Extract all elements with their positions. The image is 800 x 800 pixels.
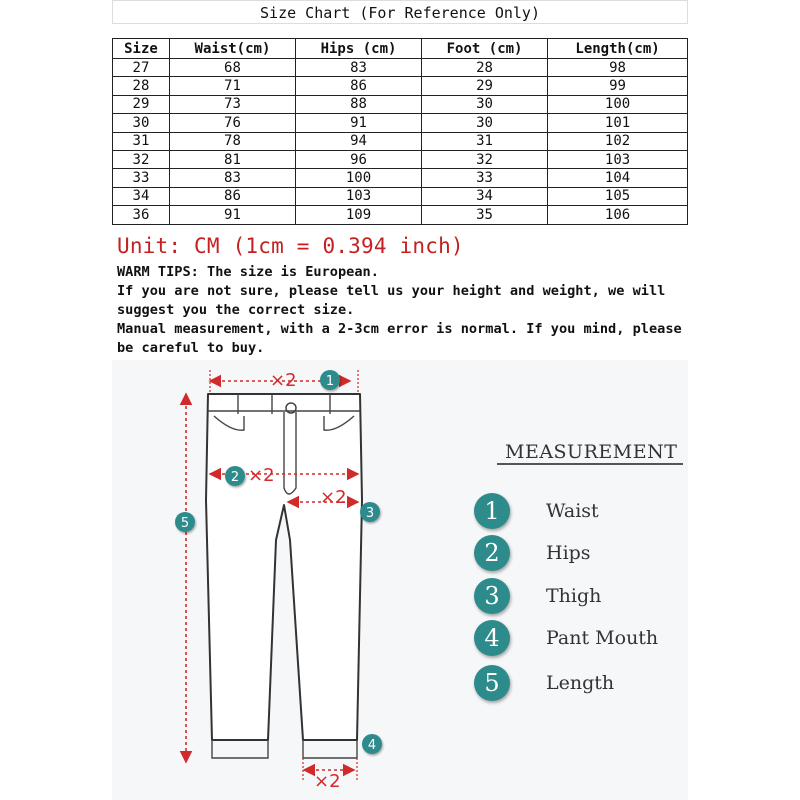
cell-length: 99: [548, 77, 688, 95]
cell-length: 105: [548, 187, 688, 205]
cell-length: 100: [548, 95, 688, 113]
size-chart-title: Size Chart (For Reference Only): [112, 0, 688, 24]
marker-5-label: 5: [180, 516, 190, 531]
cell-hips: 83: [295, 59, 421, 77]
cell-size: 30: [113, 114, 170, 132]
cell-size: 36: [113, 206, 170, 224]
cell-size: 29: [113, 95, 170, 113]
legend-number-4: 4: [474, 620, 510, 656]
cell-foot: 35: [422, 206, 548, 224]
thigh-multiplier: ×2: [320, 487, 347, 508]
cell-foot: 29: [422, 77, 548, 95]
cell-waist: 86: [169, 187, 295, 205]
cell-hips: 88: [295, 95, 421, 113]
header-size: Size: [113, 39, 170, 59]
header-foot: Foot (cm): [422, 39, 548, 59]
cell-size: 28: [113, 77, 170, 95]
header-hips: Hips (cm): [295, 39, 421, 59]
legend-item-thigh: [474, 578, 601, 614]
cell-hips: 109: [295, 206, 421, 224]
legend-number-1: 1: [474, 493, 510, 529]
cell-size: 34: [113, 187, 170, 205]
cell-length: 103: [548, 150, 688, 168]
cell-foot: 30: [422, 95, 548, 113]
cell-waist: 83: [169, 169, 295, 187]
cell-hips: 94: [295, 132, 421, 150]
cell-hips: 100: [295, 169, 421, 187]
cell-waist: 91: [169, 206, 295, 224]
hips-multiplier: ×2: [248, 465, 275, 486]
cell-hips: 103: [295, 187, 421, 205]
cell-size: 33: [113, 169, 170, 187]
tip-line: Manual measurement, with a 2-3cm error is normal. If you mind, please be careful to buy.: [117, 321, 682, 356]
cell-waist: 76: [169, 114, 295, 132]
cell-foot: 31: [422, 132, 548, 150]
cell-waist: 68: [169, 59, 295, 77]
marker-4-label: 4: [367, 738, 377, 753]
cell-length: 104: [548, 169, 688, 187]
cell-waist: 81: [169, 150, 295, 168]
legend-label-thigh: Thigh: [546, 585, 602, 607]
legend-label-hips: Hips: [546, 542, 591, 564]
marker-3-label: 3: [365, 506, 375, 521]
cell-waist: 73: [169, 95, 295, 113]
cell-length: 102: [548, 132, 688, 150]
legend-label-length: Length: [546, 672, 615, 694]
cell-length: 98: [548, 59, 688, 77]
legend-item-waist: [474, 493, 599, 529]
cell-hips: 91: [295, 114, 421, 132]
cell-waist: 71: [169, 77, 295, 95]
legend-label-pant-mouth: Pant Mouth: [546, 627, 659, 649]
waist-multiplier: ×2: [270, 370, 297, 391]
cell-hips: 96: [295, 150, 421, 168]
legend-number-3: 3: [474, 578, 510, 614]
cell-foot: 28: [422, 59, 548, 77]
legend-item-pant-mouth: [474, 620, 658, 656]
legend-item-length: [474, 665, 614, 701]
cell-size: 32: [113, 150, 170, 168]
legend-title-underline: [497, 463, 683, 465]
tip-line: WARM TIPS: The size is European.: [117, 264, 379, 280]
cell-foot: 30: [422, 114, 548, 132]
cell-size: 31: [113, 132, 170, 150]
cell-foot: 33: [422, 169, 548, 187]
cell-length: 106: [548, 206, 688, 224]
cell-length: 101: [548, 114, 688, 132]
marker-2-label: 2: [230, 470, 240, 485]
marker-1-label: 1: [325, 374, 335, 389]
cell-hips: 86: [295, 77, 421, 95]
cuff-left: [212, 740, 268, 758]
legend-item-hips: [474, 535, 591, 571]
cell-foot: 34: [422, 187, 548, 205]
cell-foot: 32: [422, 150, 548, 168]
cell-size: 27: [113, 59, 170, 77]
header-waist: Waist(cm): [169, 39, 295, 59]
unit-note: Unit: CM (1cm = 0.394 inch): [117, 234, 464, 258]
cuff-right: [303, 740, 357, 758]
legend-number-5: 5: [474, 665, 510, 701]
header-length: Length(cm): [548, 39, 688, 59]
pant-mouth-multiplier: ×2: [314, 771, 341, 792]
cell-waist: 78: [169, 132, 295, 150]
tip-line: If you are not sure, please tell us your height and weight, we will suggest you the correct size.: [117, 283, 666, 318]
legend-label-waist: Waist: [546, 500, 599, 522]
legend-number-2: 2: [474, 535, 510, 571]
legend-title: MEASUREMENT: [505, 441, 678, 463]
